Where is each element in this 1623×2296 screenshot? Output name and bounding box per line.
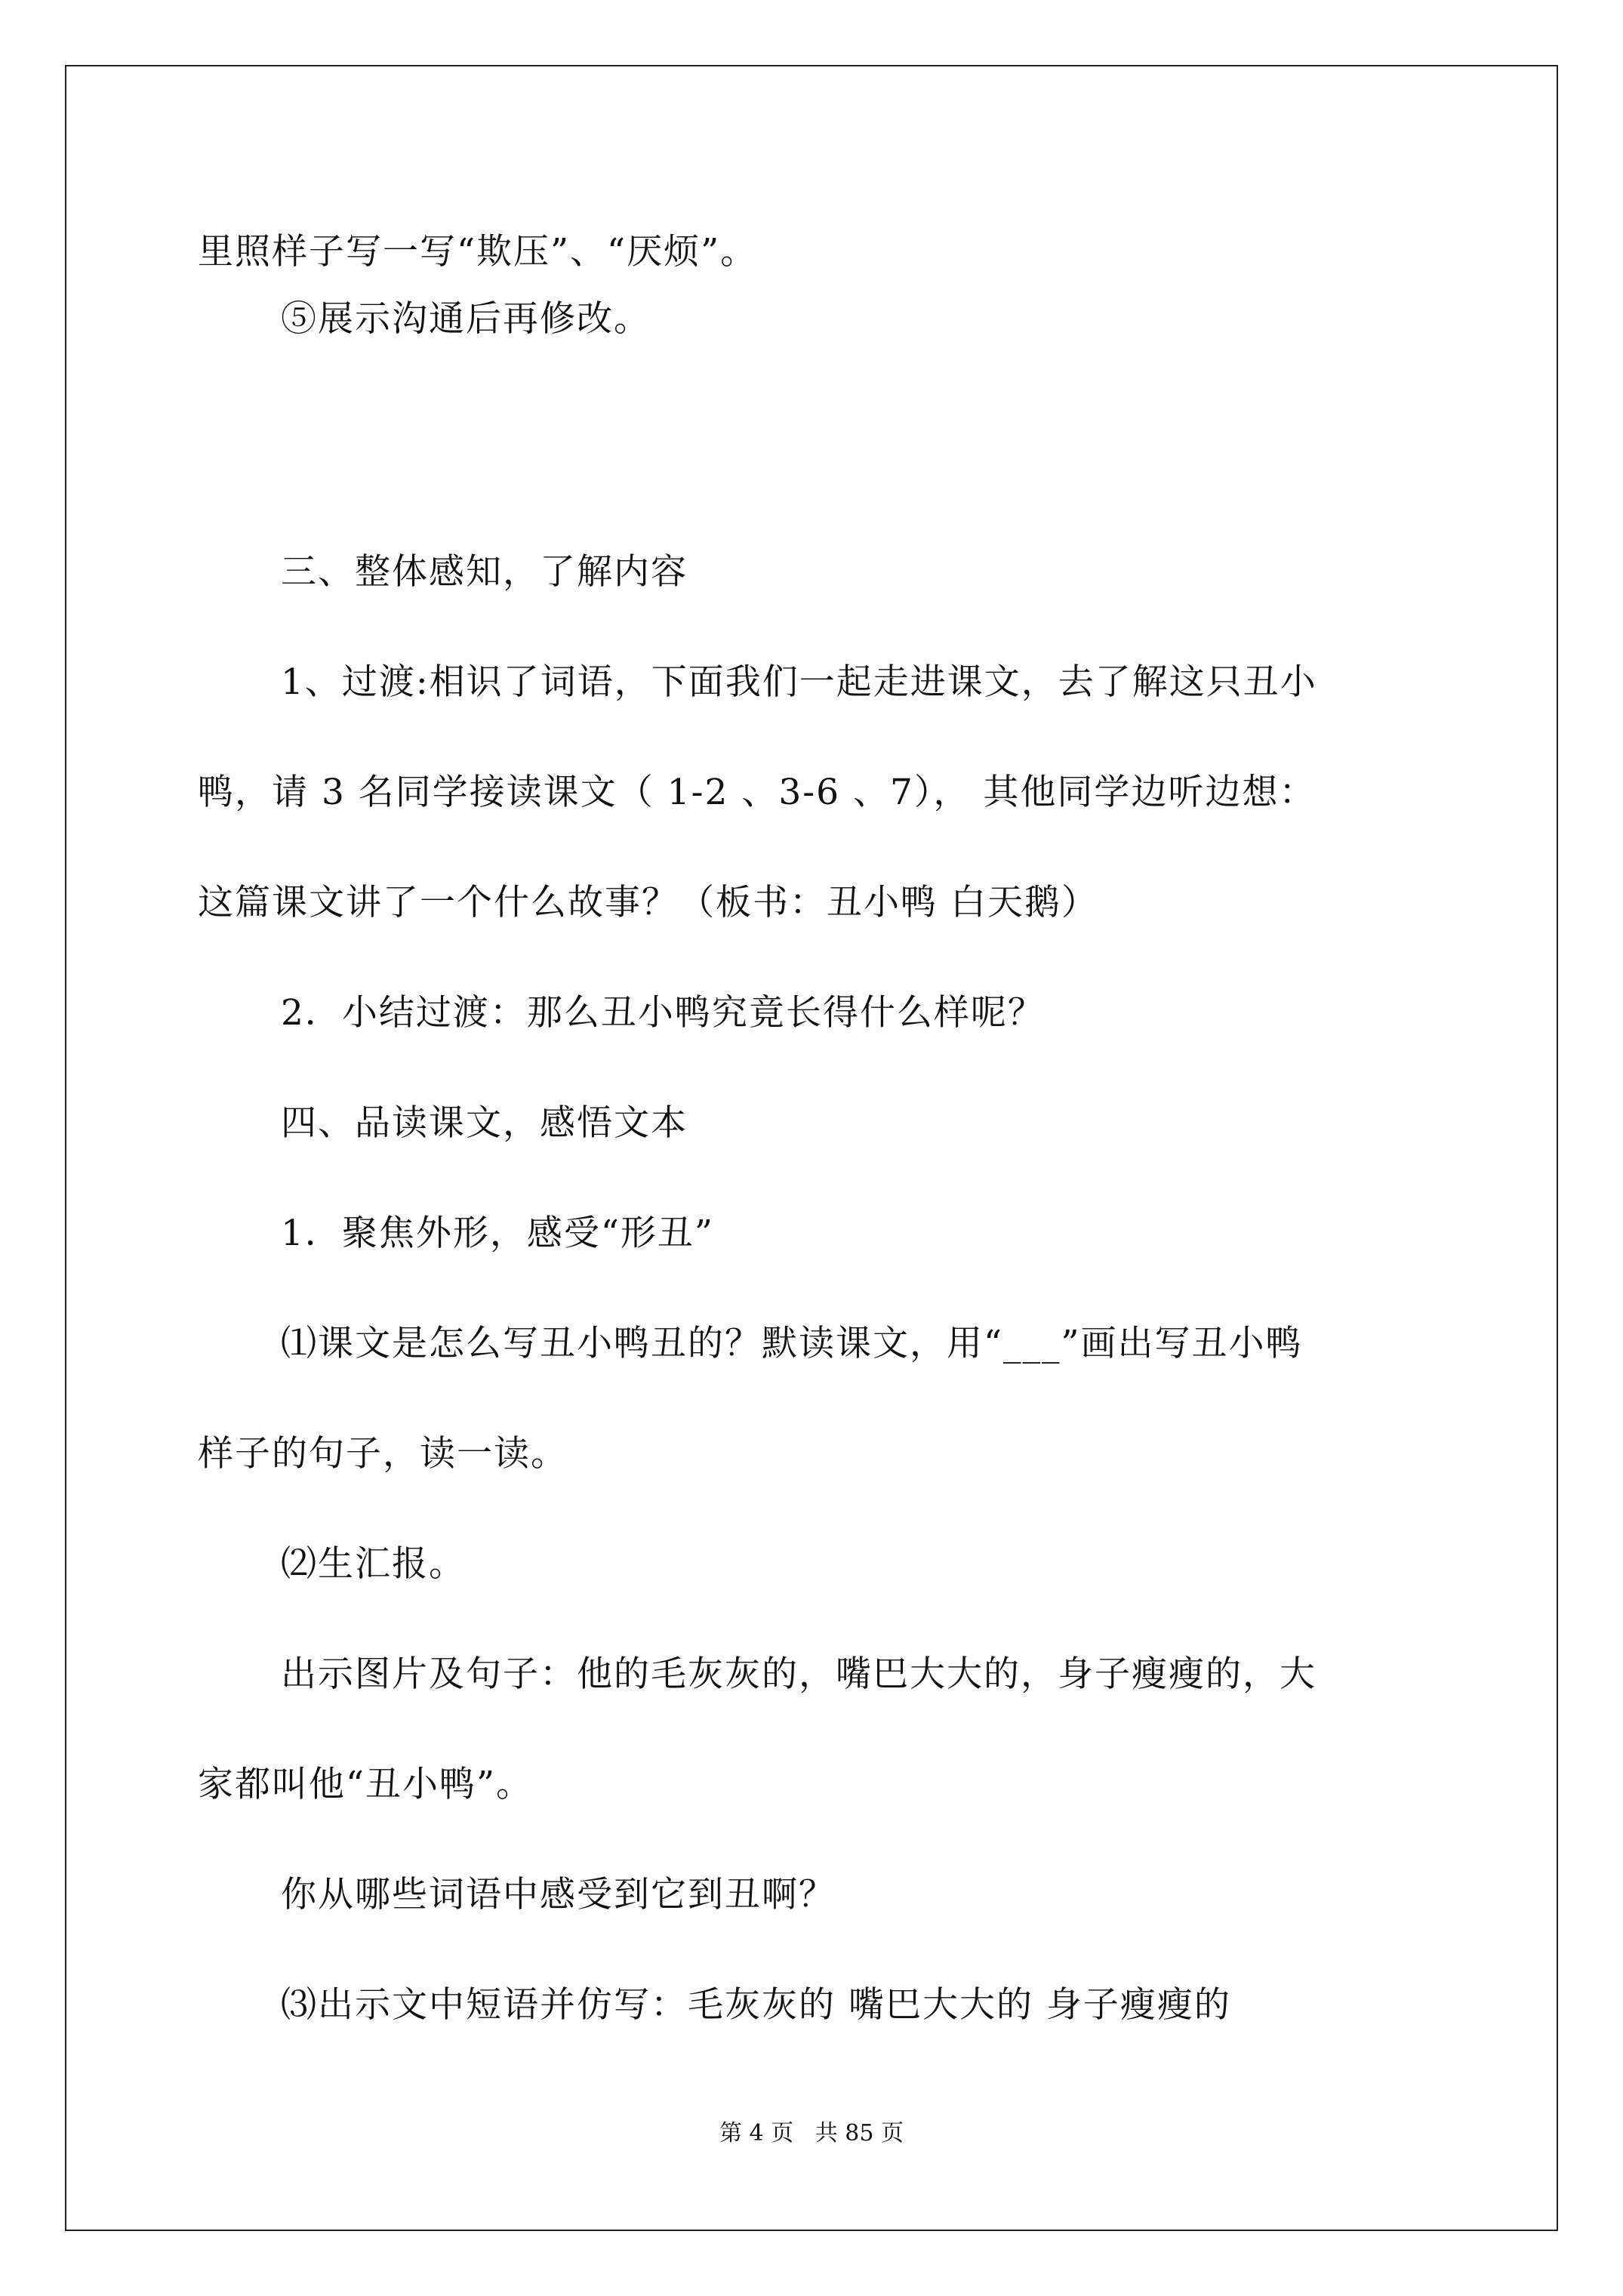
text-line: ⑤展示沟通后再修改。 [281, 298, 651, 340]
text-line: 鸭，请 3 名同学接读课文（ 1-2 、3-6 、7）， 其他同学边听边想： [198, 772, 1317, 813]
text-line: 样子的句子，读一读。 [198, 1433, 568, 1475]
text-line: 里照样子写一写“欺压”、“厌烦”。 [198, 231, 758, 273]
text-line: ⑵生汇报。 [281, 1543, 466, 1585]
page-footer: 第 4 页 共 85 页 [719, 2120, 904, 2147]
text-line: ⑶出示文中短语并仿写：毛灰灰的 嘴巴大大的 身子瘦瘦的 [281, 1984, 1231, 2026]
text-line: 你从哪些词语中感受到它到丑啊？ [281, 1874, 836, 1915]
text-line: 家都叫他“丑小鸭”。 [198, 1764, 534, 1805]
text-line: 出示图片及句子：他的毛灰灰的，嘴巴大大的，身子瘦瘦的，大 [281, 1653, 1317, 1695]
text-line: 2．小结过渡：那么丑小鸭究竟长得什么样呢？ [281, 992, 1045, 1034]
text-line: 1、过渡:相识了词语，下面我们一起走进课文，去了解这只丑小 [281, 661, 1317, 703]
text-line: 1．聚焦外形，感受“形丑” [281, 1213, 714, 1254]
text-line: ⑴课文是怎么写丑小鸭丑的？默读课文，用“___”画出写丑小鸭 [281, 1323, 1303, 1364]
section-heading: 三、整体感知，了解内容 [281, 551, 688, 593]
text-line: 这篇课文讲了一个什么故事？（板书：丑小鸭 白天鹅） [198, 882, 1098, 923]
section-heading: 四、品读课文，感悟文本 [281, 1102, 688, 1144]
